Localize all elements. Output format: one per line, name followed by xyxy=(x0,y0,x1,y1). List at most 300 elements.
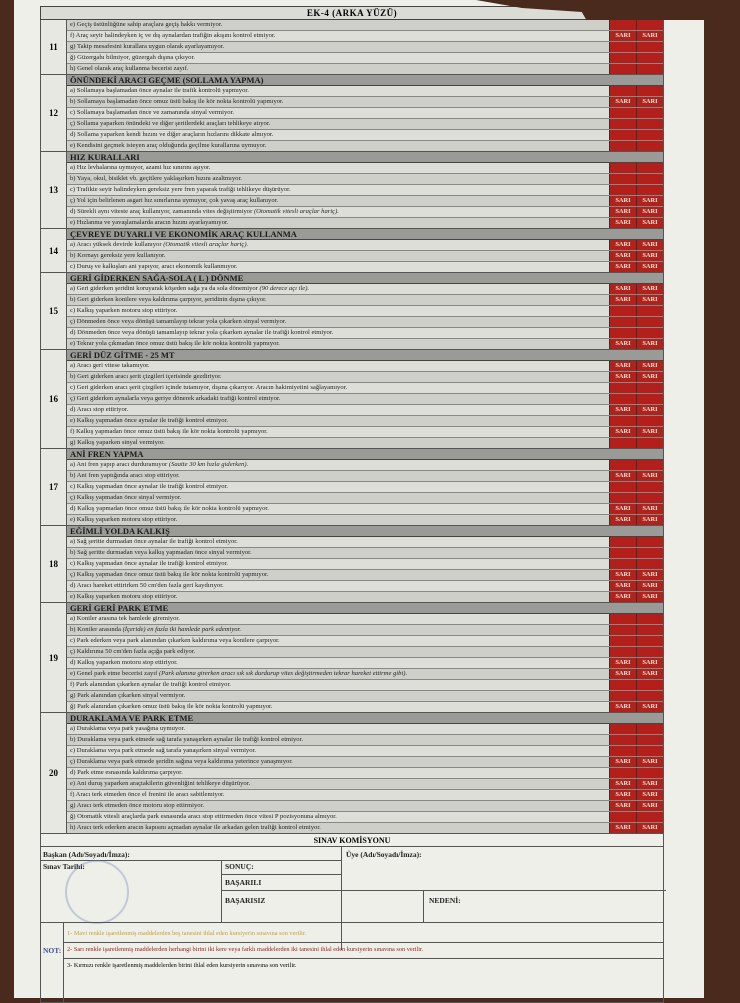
criterion-text xyxy=(67,680,609,690)
criterion-note: (Otomatik vitesli araçlar hariç). xyxy=(253,208,339,215)
criterion-row xyxy=(67,537,663,548)
criterion-text xyxy=(67,295,609,305)
criterion-text xyxy=(67,779,609,789)
severity-cells xyxy=(609,31,663,41)
yellow-mark-cell: SARI xyxy=(636,284,663,294)
group-title: GERİ GİDERKEN SAĞA-SOLA ( L ) DÖNME xyxy=(67,273,663,284)
criterion-text xyxy=(67,196,609,206)
criterion-row xyxy=(67,306,663,317)
yellow-mark-cell: SARI xyxy=(636,790,663,800)
yellow-mark-cell: SARI xyxy=(609,570,636,580)
severity-cells xyxy=(609,702,663,712)
red-mark-cell xyxy=(609,328,636,338)
chair-label: Başkan (Adı/Soyadı/İmza): xyxy=(43,850,130,859)
criterion-label: g) Takip mesafesini kurallara uygun olarak ayarlayamıyor. xyxy=(70,43,225,50)
evaluation-form xyxy=(40,6,664,1003)
criterion-label: c) Kalkış yaparken motoru stop ettiriyor. xyxy=(70,307,178,314)
criterion-label: g) Park alanından çıkarken sinyal vermiyor. xyxy=(70,692,186,699)
red-mark-cell xyxy=(636,537,663,547)
criterion-row xyxy=(67,735,663,746)
yellow-mark-cell: SARI xyxy=(636,97,663,107)
criterion-note: (90 derece açı ile). xyxy=(259,285,310,292)
severity-cells xyxy=(609,823,663,833)
criterion-text xyxy=(67,438,609,448)
criterion-note: (İçeride) en fazla iki hamlede park edemiyor. xyxy=(122,626,242,633)
severity-cells xyxy=(609,592,663,602)
criterion-label: ç) Yol için belirlenen asgari hız sınırlarına uymuyor, çok yavaş araç kullanıyor. xyxy=(70,197,279,204)
severity-cells xyxy=(609,218,663,228)
criteria-group xyxy=(40,273,664,350)
criterion-label: d) Dönmeden önce veya dönüşü tamamlayıp tekrar yola çıkarken aynalar ile trafiği kontrol etmiyor. xyxy=(70,329,334,336)
criterion-text xyxy=(67,328,609,338)
group-number: 15 xyxy=(41,273,67,349)
group-rows xyxy=(67,229,663,272)
criterion-text xyxy=(67,284,609,294)
criterion-label: a) Duraklama veya park yasağına uymuyor. xyxy=(70,725,185,732)
red-mark-cell xyxy=(636,306,663,316)
criterion-label: e) Tekrar yola çıkmadan önce omuz üstü bakış ile kör nokta kontrolü yapmıyor. xyxy=(70,340,280,347)
red-mark-cell xyxy=(636,119,663,129)
criterion-label: d) Sürekli aynı viteste araç kullanıyor, zamanında vites değiştirmiyor xyxy=(70,208,253,215)
criterion-label: e) Genel park etme becerisi zayıf xyxy=(70,670,158,677)
criterion-label: a) Geri giderken şeridini koruyarak köşeden sağa ya da sola dönemiyor xyxy=(70,285,258,292)
criterion-row xyxy=(67,31,663,42)
exam-date-label: Sınav Tarihi: xyxy=(43,862,85,871)
criterion-text xyxy=(67,64,609,74)
criterion-label: c) Duruş ve kalkışları ani yapıyor, aracı ekonomik kullanmıyor. xyxy=(70,263,238,270)
criterion-label: d) Kalkış yapmadan önce omuz üstü bakış ile kör nokta kontrolü yapmıyor. xyxy=(70,505,269,512)
criterion-text xyxy=(67,702,609,712)
criterion-label: b) Sağ şeritte durmadan veya kalkış yapmadan önce sinyal vermiyor. xyxy=(70,549,252,556)
group-title: HIZ KURALLARI xyxy=(67,152,663,163)
yellow-mark-cell: SARI xyxy=(636,196,663,206)
red-mark-cell xyxy=(609,119,636,129)
criterion-row xyxy=(67,141,663,151)
red-mark-cell xyxy=(636,746,663,756)
criterion-label: b) Koniler arasında xyxy=(70,626,121,633)
criterion-row xyxy=(67,757,663,768)
severity-cells xyxy=(609,515,663,525)
red-mark-cell xyxy=(636,53,663,63)
red-mark-cell xyxy=(609,768,636,778)
criterion-row xyxy=(67,669,663,680)
red-mark-cell xyxy=(636,493,663,503)
yellow-mark-cell: SARI xyxy=(636,592,663,602)
red-mark-cell xyxy=(609,130,636,140)
criterion-row xyxy=(67,823,663,833)
severity-cells xyxy=(609,548,663,558)
criterion-label: f) Kalkış yapmadan önce omuz üstü bakış ile kör nokta kontrolü yapmıyor. xyxy=(70,428,268,435)
criterion-label: d) Park etme esnasında kaldırıma çarpıyor. xyxy=(70,769,183,776)
yellow-mark-cell: SARI xyxy=(609,592,636,602)
criteria-group xyxy=(40,152,664,229)
red-mark-cell xyxy=(636,460,663,470)
yellow-mark-cell: SARI xyxy=(636,262,663,272)
criterion-label: c) Trafikte seyir halindeyken gereksiz yere fren yaparak trafiği tehlikeye düşürüyor. xyxy=(70,186,291,193)
red-mark-cell xyxy=(636,328,663,338)
red-mark-cell xyxy=(636,559,663,569)
criterion-row xyxy=(67,636,663,647)
red-mark-cell xyxy=(636,317,663,327)
severity-cells xyxy=(609,97,663,107)
criterion-row xyxy=(67,812,663,823)
severity-cells xyxy=(609,493,663,503)
severity-cells xyxy=(609,812,663,822)
severity-cells xyxy=(609,141,663,151)
criterion-label: a) Aracı geri vitese takamıyor. xyxy=(70,362,150,369)
criterion-text xyxy=(67,482,609,492)
criterion-row xyxy=(67,702,663,712)
criterion-label: ç) Duraklama veya park etmede şeridin sağına veya kaldırıma yeterince yanaşmıyor. xyxy=(70,758,293,765)
yellow-mark-cell: SARI xyxy=(636,361,663,371)
severity-cells xyxy=(609,174,663,184)
red-mark-cell xyxy=(609,625,636,635)
criterion-label: ç) Kalkış yapmadan önce omuz üstü bakış ile kör nokta kontrolü yapmıyor. xyxy=(70,571,269,578)
yellow-mark-cell: SARI xyxy=(609,823,636,833)
red-mark-cell xyxy=(636,724,663,734)
group-title: GERİ GERİ PARK ETME xyxy=(67,603,663,614)
criterion-row xyxy=(67,119,663,130)
yellow-mark-cell: SARI xyxy=(636,570,663,580)
criterion-row xyxy=(67,240,663,251)
commission-title: SINAV KOMİSYONU xyxy=(313,836,391,845)
criterion-label: d) Kalkış yaparken motoru stop ettiriyor. xyxy=(70,659,178,666)
criterion-text xyxy=(67,790,609,800)
severity-cells xyxy=(609,757,663,767)
yellow-mark-cell: SARI xyxy=(636,339,663,349)
criterion-row xyxy=(67,581,663,592)
criterion-label: d) Aracı stop ettiriyor. xyxy=(70,406,129,413)
reason-label: NEDENİ: xyxy=(429,896,461,905)
group-rows xyxy=(67,603,663,712)
criterion-row xyxy=(67,262,663,272)
yellow-mark-cell: SARI xyxy=(636,207,663,217)
group-number: 13 xyxy=(41,152,67,228)
criterion-text xyxy=(67,405,609,415)
criterion-row xyxy=(67,196,663,207)
yellow-mark-cell: SARI xyxy=(636,471,663,481)
criterion-row xyxy=(67,218,663,228)
note-2: 2- Sarı renkle işaretlenmiş maddelerden herhangi birini iki kere veya farklı maddelerden iki tanesini ihlal eden kursiyerin sınavına son verilir. xyxy=(67,946,424,953)
yellow-mark-cell: SARI xyxy=(609,31,636,41)
criterion-text xyxy=(67,658,609,668)
criterion-label: c) Kalkış yapmadan önce aynalar ile trafiği kontrol etmiyor. xyxy=(70,560,229,567)
group-title: ÇEVREYE DUYARLI VE EKONOMİK ARAÇ KULLANMA xyxy=(67,229,663,240)
red-mark-cell xyxy=(609,394,636,404)
severity-cells xyxy=(609,119,663,129)
fail-label: BAŞARISIZ xyxy=(225,896,266,905)
yellow-mark-cell: SARI xyxy=(609,262,636,272)
red-mark-cell xyxy=(609,416,636,426)
severity-cells xyxy=(609,416,663,426)
severity-cells xyxy=(609,383,663,393)
severity-cells xyxy=(609,658,663,668)
yellow-mark-cell: SARI xyxy=(609,757,636,767)
red-mark-cell xyxy=(609,64,636,74)
criterion-label: b) Geri giderken aracı şerit çizgileri içerisinde gezdiriyor. xyxy=(70,373,222,380)
criterion-row xyxy=(67,548,663,559)
criterion-text xyxy=(67,427,609,437)
red-mark-cell xyxy=(609,724,636,734)
yellow-mark-cell: SARI xyxy=(636,515,663,525)
yellow-mark-cell: SARI xyxy=(636,295,663,305)
red-mark-cell xyxy=(636,394,663,404)
criterion-row xyxy=(67,691,663,702)
yellow-mark-cell: SARI xyxy=(609,658,636,668)
commission-section xyxy=(40,834,664,1003)
group-rows xyxy=(67,449,663,525)
yellow-mark-cell: SARI xyxy=(636,405,663,415)
criterion-row xyxy=(67,339,663,349)
criterion-text xyxy=(67,185,609,195)
red-mark-cell xyxy=(636,691,663,701)
yellow-mark-cell: SARI xyxy=(609,361,636,371)
criterion-label: b) Yaya, okul, bisiklet vb. geçitlere yaklaşırken hızını azaltmıyor. xyxy=(70,175,242,182)
result-label: SONUÇ: xyxy=(225,862,254,871)
red-mark-cell xyxy=(609,20,636,30)
criterion-row xyxy=(67,559,663,570)
criterion-text xyxy=(67,746,609,756)
criterion-row xyxy=(67,680,663,691)
note-3: 3- Kırmızı renkle işaretlenmiş maddelerden birini ihlal eden kursiyerin sınavına son verilir. xyxy=(67,962,297,969)
red-mark-cell xyxy=(609,680,636,690)
yellow-mark-cell: SARI xyxy=(636,240,663,250)
red-mark-cell xyxy=(609,53,636,63)
criterion-label: ç) Dönmeden önce veya dönüşü tamamlayıp tekrar yola çıkarken sinyal vermiyor. xyxy=(70,318,287,325)
red-mark-cell xyxy=(636,383,663,393)
severity-cells xyxy=(609,482,663,492)
group-number: 19 xyxy=(41,603,67,712)
red-mark-cell xyxy=(636,625,663,635)
severity-cells xyxy=(609,405,663,415)
severity-cells xyxy=(609,669,663,679)
severity-cells xyxy=(609,108,663,118)
criterion-text xyxy=(67,471,609,481)
criterion-text xyxy=(67,141,609,151)
yellow-mark-cell: SARI xyxy=(609,515,636,525)
group-rows xyxy=(67,152,663,228)
yellow-mark-cell: SARI xyxy=(636,581,663,591)
criterion-row xyxy=(67,108,663,119)
yellow-mark-cell: SARI xyxy=(609,240,636,250)
red-mark-cell xyxy=(636,163,663,173)
severity-cells xyxy=(609,680,663,690)
criterion-label: b) Sollamaya başlamadan önce omuz üstü bakış ile kör nokta kontrolü yapmıyor. xyxy=(70,98,284,105)
member-label: Üye (Adı/Soyadı/İmza): xyxy=(346,850,422,859)
criterion-text xyxy=(67,570,609,580)
yellow-mark-cell: SARI xyxy=(609,196,636,206)
severity-cells xyxy=(609,647,663,657)
severity-cells xyxy=(609,163,663,173)
criterion-label: b) Geri giderken konilere veya kaldırıma çarpıyor, şeridinin dışına çıkıyor. xyxy=(70,296,267,303)
criterion-label: f) Araç seyir halindeyken iç ve dış aynalardan trafiğin akışını kontrol etmiyor. xyxy=(70,32,276,39)
yellow-mark-cell: SARI xyxy=(609,295,636,305)
criterion-label: e) Hızlanma ve yavaşlamalarda aracın hızını ayarlayamıyor. xyxy=(70,219,229,226)
red-mark-cell xyxy=(609,306,636,316)
yellow-mark-cell: SARI xyxy=(609,251,636,261)
yellow-mark-cell: SARI xyxy=(609,779,636,789)
criterion-text xyxy=(67,306,609,316)
red-mark-cell xyxy=(636,86,663,96)
criterion-text xyxy=(67,86,609,96)
criterion-row xyxy=(67,427,663,438)
severity-cells xyxy=(609,306,663,316)
criterion-text xyxy=(67,361,609,371)
criteria-group xyxy=(40,75,664,152)
criterion-text xyxy=(67,251,609,261)
criterion-label: c) Kalkış yapmadan önce aynalar ile trafiği kontrol etmiyor. xyxy=(70,483,229,490)
red-mark-cell xyxy=(609,42,636,52)
criterion-text xyxy=(67,625,609,635)
criterion-row xyxy=(67,383,663,394)
criterion-text xyxy=(67,801,609,811)
red-mark-cell xyxy=(609,185,636,195)
criterion-text xyxy=(67,240,609,250)
yellow-mark-cell: SARI xyxy=(609,504,636,514)
criterion-row xyxy=(67,42,663,53)
criterion-label: b) Duraklama veya park etmede sağ tarafa yanaşırken aynalar ile trafiği kontrol etmiyor. xyxy=(70,736,304,743)
criterion-text xyxy=(67,108,609,118)
criterion-row xyxy=(67,394,663,405)
yellow-mark-cell: SARI xyxy=(609,405,636,415)
severity-cells xyxy=(609,625,663,635)
red-mark-cell xyxy=(636,614,663,624)
criterion-text xyxy=(67,53,609,63)
criterion-row xyxy=(67,97,663,108)
red-mark-cell xyxy=(636,42,663,52)
criterion-text xyxy=(67,515,609,525)
criterion-row xyxy=(67,361,663,372)
criterion-label: a) Sağ şeritte durmadan önce aynalar ile trafiği kontrol etmiyor. xyxy=(70,538,238,545)
criterion-row xyxy=(67,471,663,482)
criterion-label: e) Ani duruş yaparken araçtakilerin güvenliğini tehlikeye düşürüyor. xyxy=(70,780,251,787)
severity-cells xyxy=(609,207,663,217)
criterion-row xyxy=(67,768,663,779)
red-mark-cell xyxy=(636,548,663,558)
criterion-row xyxy=(67,317,663,328)
yellow-mark-cell: SARI xyxy=(609,581,636,591)
criterion-text xyxy=(67,383,609,393)
criterion-text xyxy=(67,548,609,558)
stamp-mark xyxy=(65,860,129,924)
group-number: 17 xyxy=(41,449,67,525)
yellow-mark-cell: SARI xyxy=(636,757,663,767)
red-mark-cell xyxy=(636,680,663,690)
yellow-mark-cell: SARI xyxy=(636,504,663,514)
group-rows xyxy=(67,350,663,448)
red-mark-cell xyxy=(609,636,636,646)
criterion-text xyxy=(67,119,609,129)
red-mark-cell xyxy=(609,559,636,569)
criterion-text xyxy=(67,537,609,547)
criterion-text xyxy=(67,372,609,382)
red-mark-cell xyxy=(609,141,636,151)
criterion-text xyxy=(67,97,609,107)
criteria-group xyxy=(40,526,664,603)
red-mark-cell xyxy=(609,460,636,470)
criterion-text xyxy=(67,504,609,514)
severity-cells xyxy=(609,691,663,701)
severity-cells xyxy=(609,251,663,261)
red-mark-cell xyxy=(636,174,663,184)
criterion-row xyxy=(67,185,663,196)
criterion-text xyxy=(67,592,609,602)
red-mark-cell xyxy=(636,482,663,492)
criterion-text xyxy=(67,20,609,30)
criterion-row xyxy=(67,460,663,471)
severity-cells xyxy=(609,372,663,382)
severity-cells xyxy=(609,746,663,756)
yellow-mark-cell: SARI xyxy=(636,372,663,382)
criterion-row xyxy=(67,592,663,602)
criterion-text xyxy=(67,669,609,679)
yellow-mark-cell: SARI xyxy=(636,801,663,811)
group-number: 18 xyxy=(41,526,67,602)
criterion-text xyxy=(67,581,609,591)
group-number: 12 xyxy=(41,75,67,151)
red-mark-cell xyxy=(636,647,663,657)
yellow-mark-cell: SARI xyxy=(609,471,636,481)
criteria-group xyxy=(40,449,664,526)
criterion-row xyxy=(67,163,663,174)
criterion-label: ç) Sollama yaparken önündeki ve diğer şeritlerdeki araçları tehlikeye atıyor. xyxy=(70,120,271,127)
severity-cells xyxy=(609,570,663,580)
yellow-mark-cell: SARI xyxy=(636,702,663,712)
red-mark-cell xyxy=(636,812,663,822)
yellow-mark-cell: SARI xyxy=(609,427,636,437)
criterion-text xyxy=(67,636,609,646)
red-mark-cell xyxy=(636,735,663,745)
severity-cells xyxy=(609,284,663,294)
severity-cells xyxy=(609,295,663,305)
criterion-text xyxy=(67,207,609,217)
criterion-row xyxy=(67,405,663,416)
yellow-mark-cell: SARI xyxy=(609,97,636,107)
severity-cells xyxy=(609,240,663,250)
criterion-label: e) Kalkış yapmadan önce aynalar ile trafiği kontrol etmiyor. xyxy=(70,417,229,424)
red-mark-cell xyxy=(636,108,663,118)
criterion-row xyxy=(67,504,663,515)
severity-cells xyxy=(609,196,663,206)
criterion-row xyxy=(67,130,663,141)
criterion-label: e) Kalkış yaparken motoru stop ettiriyor. xyxy=(70,593,178,600)
criterion-row xyxy=(67,570,663,581)
severity-cells xyxy=(609,537,663,547)
yellow-mark-cell: SARI xyxy=(609,339,636,349)
criterion-label: d) Sollama yaparken kendi hızını ve diğer araçların hızlarını dikkate almıyor. xyxy=(70,131,274,138)
criterion-text xyxy=(67,647,609,657)
red-mark-cell xyxy=(609,317,636,327)
criterion-row xyxy=(67,779,663,790)
severity-cells xyxy=(609,559,663,569)
group-number: 20 xyxy=(41,713,67,833)
group-title: DURAKLAMA VE PARK ETME xyxy=(67,713,663,724)
red-mark-cell xyxy=(609,493,636,503)
criterion-row xyxy=(67,724,663,735)
red-mark-cell xyxy=(609,438,636,448)
criterion-text xyxy=(67,724,609,734)
severity-cells xyxy=(609,790,663,800)
note-label: NOT: xyxy=(43,946,62,955)
form-header xyxy=(40,6,664,20)
red-mark-cell xyxy=(636,416,663,426)
criterion-row xyxy=(67,790,663,801)
red-mark-cell xyxy=(609,86,636,96)
yellow-mark-cell: SARI xyxy=(636,251,663,261)
criterion-label: f) Aracı terk etmeden önce el frenini ile aracı sabitlemiyor. xyxy=(70,791,225,798)
red-mark-cell xyxy=(609,735,636,745)
red-mark-cell xyxy=(609,647,636,657)
